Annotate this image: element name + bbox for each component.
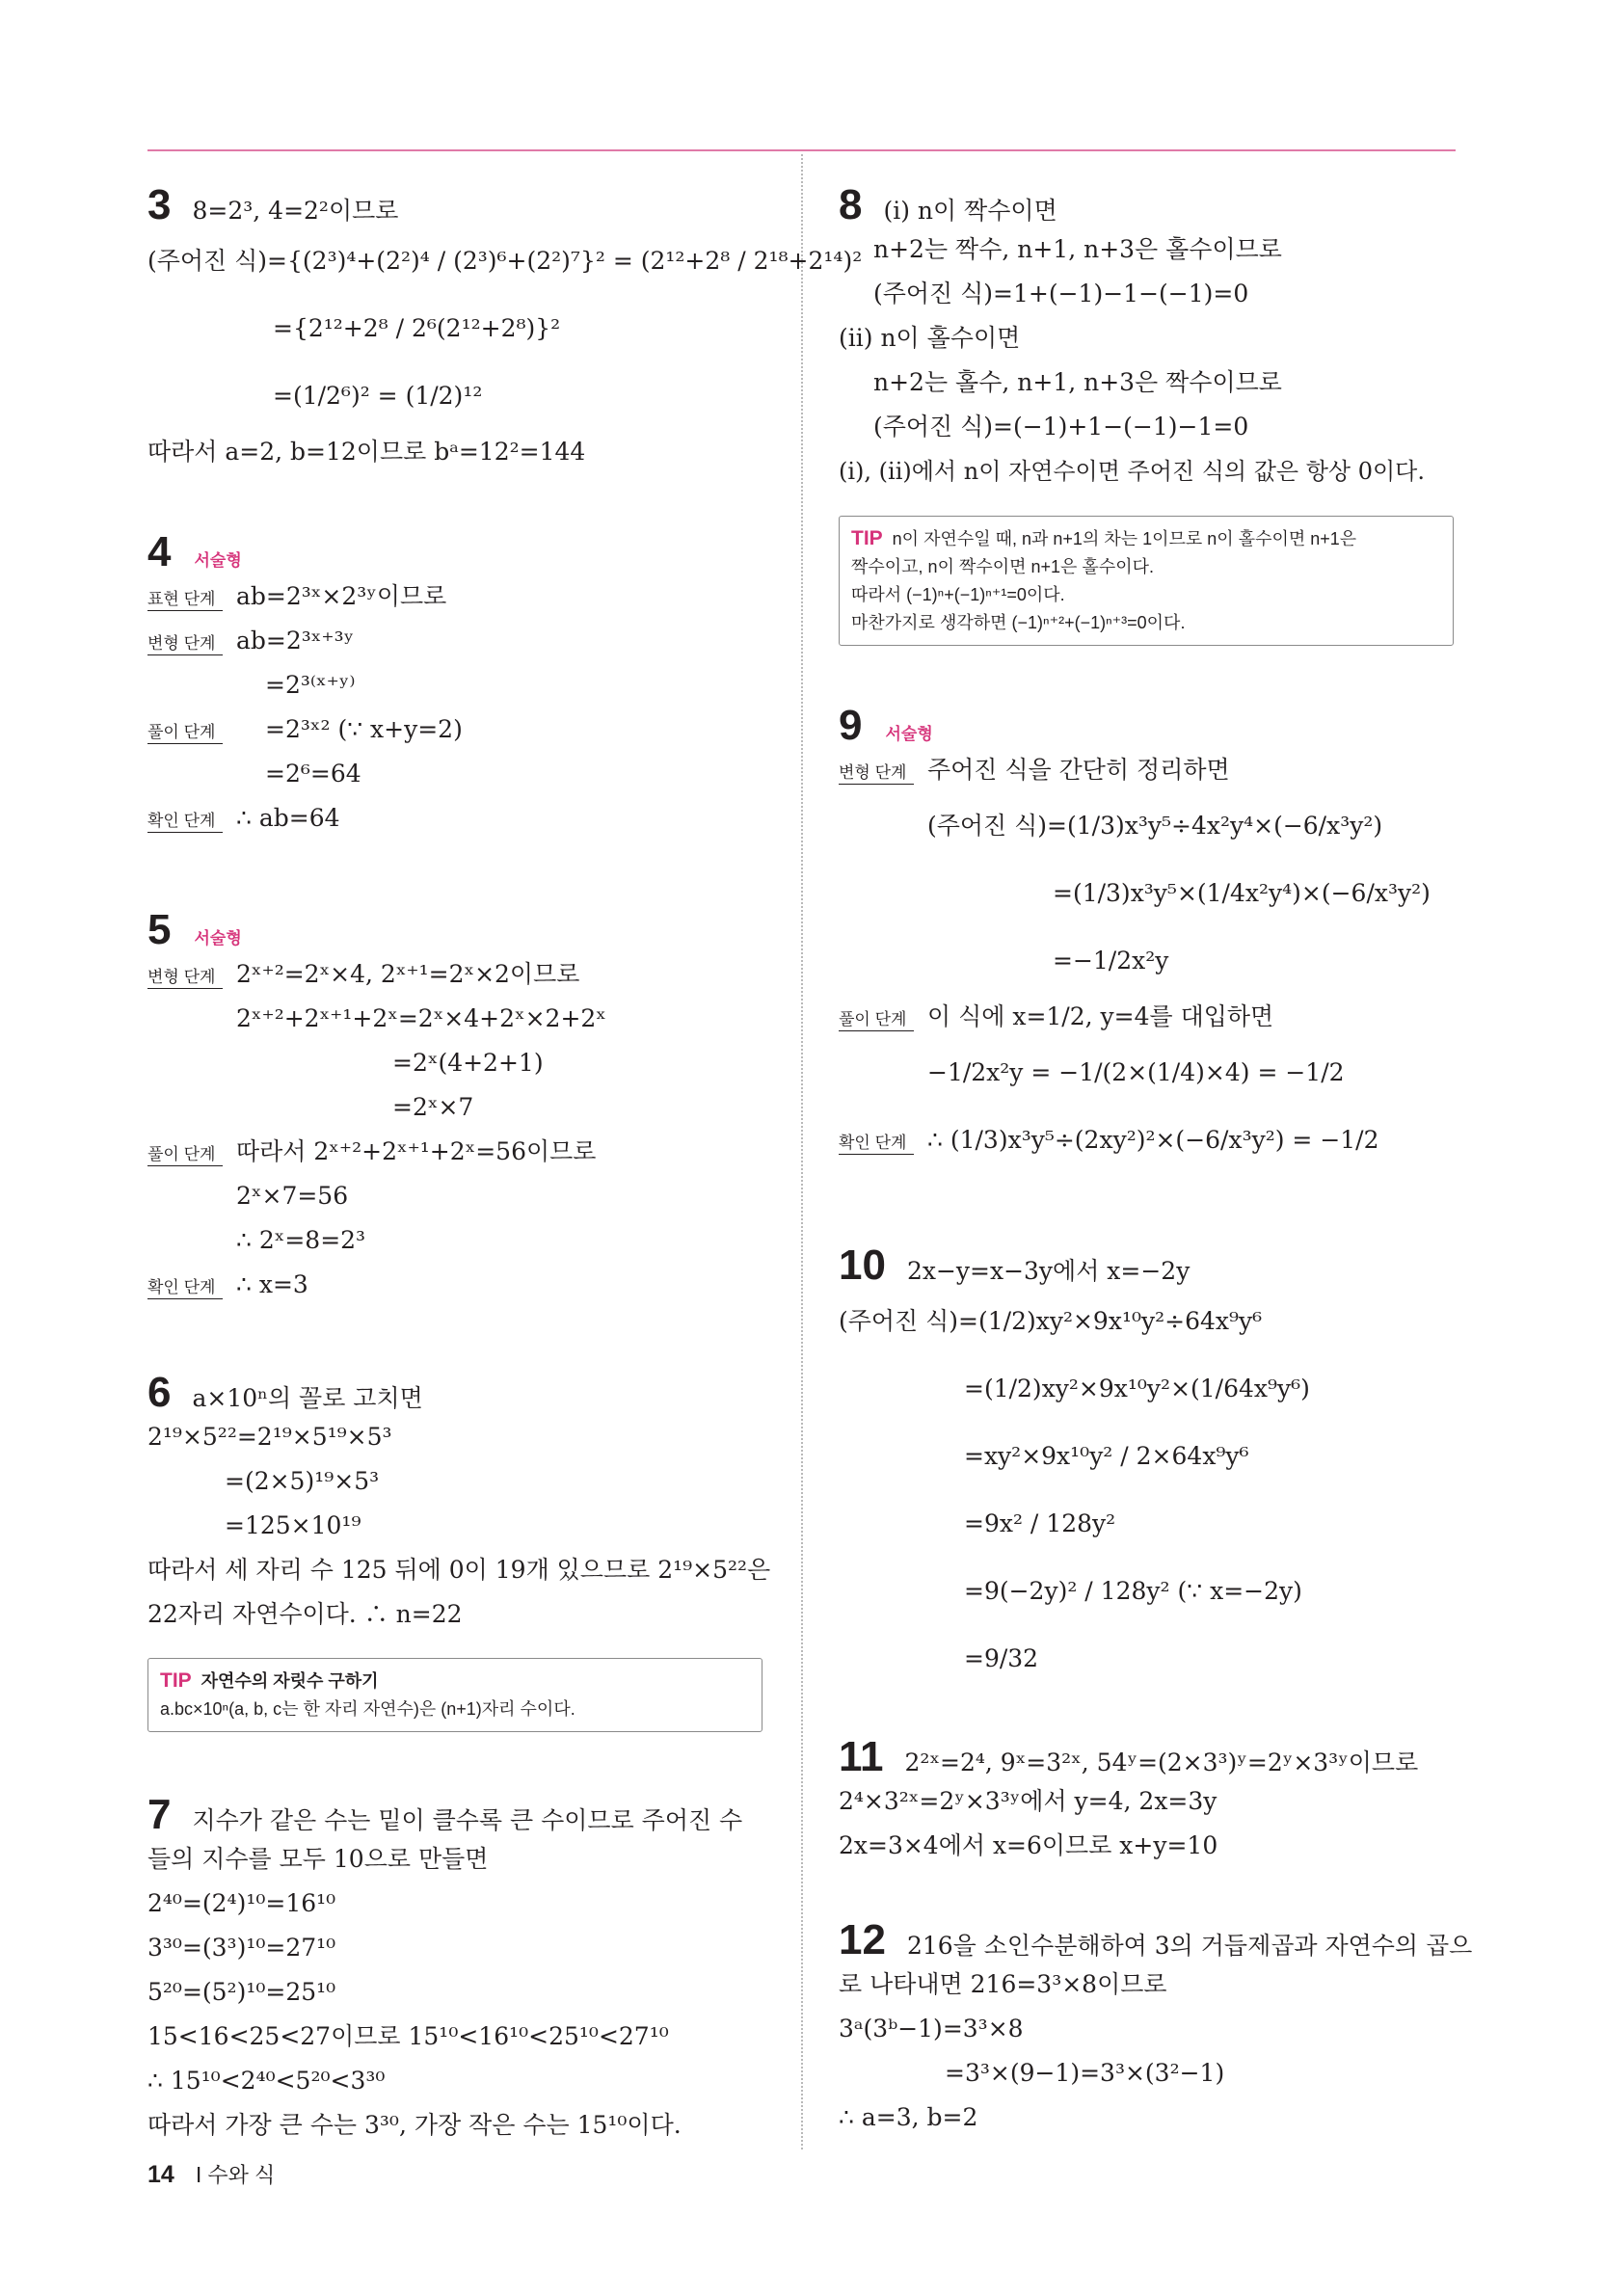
solution-line: ∴ a=3, b=2	[839, 2103, 978, 2131]
solution-line: =−1/2x²y	[1053, 947, 1169, 974]
step-label: 확인 단계	[147, 1277, 223, 1299]
problem-11	[839, 1735, 1456, 1868]
problem-number: 10	[839, 1241, 886, 1289]
section-title: Ⅰ 수와 식	[195, 2163, 276, 2187]
solution-line: 2⁴×3²ˣ=2ʸ×3³ʸ에서 y=4, 2x=3y	[839, 1787, 1217, 1815]
solution-line: (i) n이 짝수이면	[883, 197, 1057, 225]
solution-line: 15<16<25<27이므로 15¹⁰<16¹⁰<25¹⁰<27¹⁰	[147, 2022, 669, 2050]
solution-line: (주어진 식)=(1/3)x³y⁵÷4x²y⁴×(−6/x³y²)	[927, 812, 1383, 840]
step-label: 풀이 단계	[839, 1009, 914, 1031]
solution-line: 2²ˣ=2⁴, 9ˣ=3²ˣ, 54ʸ=(2×3³)ʸ=2ʸ×3³ʸ이므로	[904, 1749, 1419, 1776]
solution-line: n+2는 홀수, n+1, n+3은 짝수이므로	[873, 368, 1282, 396]
step-label	[147, 1203, 223, 1204]
solution-line: 2ˣ⁺²+2ˣ⁺¹+2ˣ=2ˣ×4+2ˣ×2+2ˣ	[236, 1004, 606, 1032]
solution-line: 2⁴⁰=(2⁴)¹⁰=16¹⁰	[147, 1889, 336, 1917]
problem-number: 3	[147, 181, 172, 228]
solution-line: =9/32	[964, 1644, 1039, 1672]
tip-text: 마찬가지로 생각하면 (−1)ⁿ⁺²+(−1)ⁿ⁺³=0이다.	[851, 613, 1186, 632]
solution-line: 2x=3×4에서 x=6이므로 x+y=10	[839, 1831, 1218, 1859]
solution-line: 따라서 가장 큰 수는 3³⁰, 가장 작은 수는 15¹⁰이다.	[147, 2111, 682, 2139]
solution-line: (주어진 식)=(1/2)xy²×9x¹⁰y²÷64x⁹y⁶	[839, 1307, 1263, 1335]
essay-tag: 서술형	[194, 551, 242, 570]
step-label: 변형 단계	[839, 762, 914, 785]
solution-line: 따라서 세 자리 수 125 뒤에 0이 19개 있으므로 2¹⁹×5²²은	[147, 1556, 771, 1584]
solution-line: ∴ 15¹⁰<2⁴⁰<5²⁰<3³⁰	[147, 2067, 386, 2095]
tip-text: a.bc×10ⁿ(a, b, c는 한 자리 자연수)은 (n+1)자리 수이다.	[160, 1699, 575, 1719]
solution-line: =125×10¹⁹	[225, 1511, 361, 1539]
solution-line: =9x² / 128y²	[964, 1509, 1116, 1537]
problem-number: 5	[147, 906, 172, 953]
problem-8	[839, 183, 1456, 494]
step-label: 확인 단계	[147, 811, 223, 833]
tip-text: 따라서 (−1)ⁿ+(−1)ⁿ⁺¹=0이다.	[851, 585, 1065, 604]
tip-title: 자연수의 자릿수 구하기	[201, 1671, 379, 1691]
problem-number: 4	[147, 528, 172, 575]
solution-line: =xy²×9x¹⁰y² / 2×64x⁹y⁶	[964, 1442, 1249, 1470]
solution-line: 2x−y=x−3y에서 x=−2y	[906, 1257, 1190, 1285]
step-label	[147, 1070, 223, 1071]
problem-number: 8	[839, 181, 863, 228]
solution-line: ∴ ab=64	[236, 804, 340, 832]
tip-label: TIP	[160, 1669, 192, 1692]
solution-line: 3³⁰=(3³)¹⁰=27¹⁰	[147, 1934, 336, 1962]
solution-line: =2⁶=64	[265, 760, 361, 788]
step-label: 표현 단계	[147, 589, 223, 611]
page-footer	[147, 2159, 275, 2189]
solution-line: (주어진 식)=1+(−1)−1−(−1)=0	[873, 280, 1249, 307]
step-label	[147, 1114, 223, 1115]
solution-line: ={2¹²+2⁸ / 2⁶(2¹²+2⁸)}²	[273, 314, 561, 342]
solution-line: 5²⁰=(5²)¹⁰=25¹⁰	[147, 1978, 336, 2006]
problem-number: 6	[147, 1369, 172, 1416]
step-label	[839, 1080, 914, 1081]
solution-line: 따라서 2ˣ⁺²+2ˣ⁺¹+2ˣ=56이므로	[236, 1137, 597, 1165]
solution-line: =(1/2⁶)² = (1/2)¹²	[273, 382, 483, 410]
solution-line: ∴ 2ˣ=8=2³	[236, 1226, 366, 1254]
step-label	[839, 833, 914, 834]
solution-line: 이 식에 x=1/2, y=4를 대입하면	[927, 1002, 1274, 1030]
solution-line: 3ᵃ(3ᵇ−1)=3³×8	[839, 2015, 1024, 2042]
page-number: 14	[147, 2161, 174, 2188]
solution-line: ab=2³ˣ⁺³ʸ	[236, 627, 355, 654]
solution-line: =2³ˣ² (∵ x+y=2)	[265, 715, 463, 743]
solution-line: ∴ x=3	[236, 1270, 308, 1298]
column-divider	[801, 154, 803, 2149]
tip-label: TIP	[851, 527, 883, 549]
problem-7	[147, 1793, 764, 2148]
tip-box-parity	[839, 516, 1454, 646]
solution-line: (주어진 식)=(−1)+1−(−1)−1=0	[873, 413, 1249, 441]
essay-tag: 서술형	[194, 929, 242, 948]
step-label	[147, 1026, 223, 1027]
top-rule	[147, 149, 1456, 151]
step-label	[147, 1247, 223, 1248]
step-label: 변형 단계	[147, 633, 223, 655]
problem-number: 7	[147, 1791, 172, 1838]
solution-line: =(2×5)¹⁹×5³	[225, 1467, 380, 1495]
solution-line: −1/2x²y = −1/(2×(1/4)×4) = −1/2	[927, 1058, 1345, 1086]
solution-line: =(1/3)x³y⁵×(1/4x²y⁴)×(−6/x³y²)	[1053, 879, 1431, 907]
solution-line: 들의 지수를 모두 10으로 만들면	[147, 1845, 489, 1873]
problem-6	[147, 1369, 771, 1637]
solution-line: (주어진 식)={(2³)⁴+(2²)⁴ / (2³)⁶+(2²)⁷}² = (2¹²+2⁸ / 2¹⁸+2¹⁴)²	[147, 247, 863, 275]
step-label	[839, 968, 914, 969]
solution-line: =2ˣ×7	[392, 1093, 474, 1121]
tip-text: 짝수이고, n이 짝수이면 n+1은 홀수이다.	[851, 557, 1154, 576]
step-label: 변형 단계	[147, 967, 223, 989]
problem-3	[147, 181, 863, 474]
solution-line: ab=2³ˣ×2³ʸ이므로	[236, 582, 447, 610]
problem-number: 11	[839, 1733, 884, 1780]
problem-10	[839, 1243, 1456, 1693]
essay-tag: 서술형	[885, 725, 933, 743]
solution-line: 22자리 자연수이다. ∴ n=22	[147, 1600, 463, 1628]
solution-line: =2³⁽ˣ⁺ʸ⁾	[265, 671, 356, 699]
problem-number: 9	[839, 702, 863, 749]
tip-text: n이 자연수일 때, n과 n+1의 차는 1이므로 n이 홀수이면 n+1은	[892, 529, 1357, 548]
solution-line: =3³×(9−1)=3³×(3²−1)	[945, 2059, 1225, 2087]
step-label: 풀이 단계	[147, 1144, 223, 1166]
step-label: 확인 단계	[839, 1133, 914, 1155]
solution-line: =(1/2)xy²×9x¹⁰y²×(1/64x⁹y⁶)	[964, 1375, 1310, 1402]
solution-line: (i), (ii)에서 n이 자연수이면 주어진 식의 값은 항상 0이다.	[839, 458, 1425, 485]
solution-line: (ii) n이 홀수이면	[839, 324, 1021, 352]
problem-9	[839, 704, 1456, 1174]
step-label	[147, 781, 223, 782]
solution-line: ∴ (1/3)x³y⁵÷(2xy²)²×(−6/x³y²) = −1/2	[927, 1126, 1379, 1154]
solution-line: 2ˣ×7=56	[236, 1182, 349, 1210]
solution-line: 로 나타내면 216=3³×8이므로	[839, 1970, 1167, 1998]
problem-number: 12	[839, 1916, 886, 1963]
step-label	[839, 900, 914, 901]
problem-4	[147, 530, 764, 841]
solution-line: 2¹⁹×5²²=2¹⁹×5¹⁹×5³	[147, 1423, 392, 1451]
solution-line: =2ˣ(4+2+1)	[392, 1049, 544, 1077]
solution-line: 따라서 a=2, b=12이므로 bᵃ=12²=144	[147, 438, 586, 466]
solution-line: a×10ⁿ의 꼴로 고치면	[192, 1384, 423, 1412]
step-label: 풀이 단계	[147, 722, 223, 744]
solution-line: 8=2³, 4=2²이므로	[192, 197, 399, 225]
tip-box-digits	[147, 1658, 762, 1732]
step-label	[147, 692, 223, 693]
solution-line: =9(−2y)² / 128y² (∵ x=−2y)	[964, 1577, 1302, 1605]
solution-line: n+2는 짝수, n+1, n+3은 홀수이므로	[873, 235, 1282, 263]
solution-line: 주어진 식을 간단히 정리하면	[927, 756, 1230, 784]
solution-line: 2ˣ⁺²=2ˣ×4, 2ˣ⁺¹=2ˣ×2이므로	[236, 960, 580, 988]
problem-5	[147, 908, 764, 1307]
problem-12	[839, 1916, 1473, 2140]
solution-line: 지수가 같은 수는 밑이 클수록 큰 수이므로 주어진 수	[192, 1806, 743, 1834]
solution-line: 216을 소인수분해하여 3의 거듭제곱과 자연수의 곱으	[906, 1932, 1473, 1960]
